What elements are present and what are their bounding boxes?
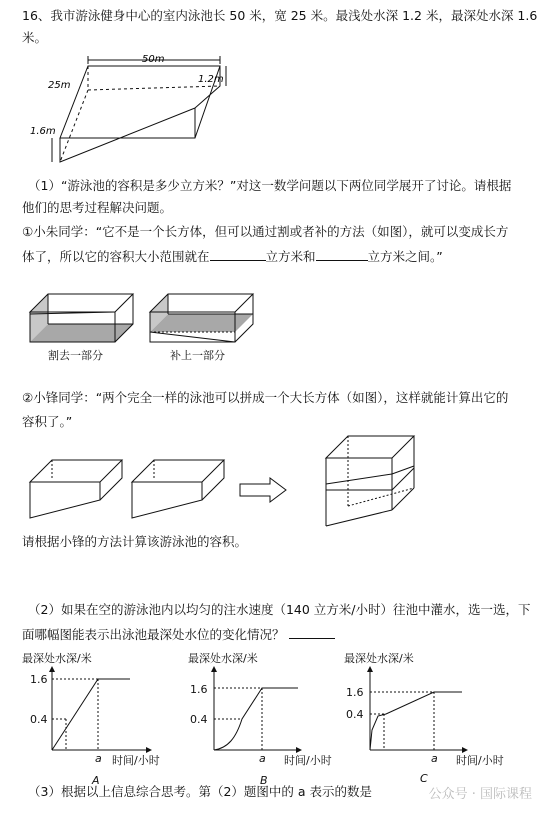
graph-a-y-hi: 1.6 [30,673,48,686]
part2-question-line-1: （2）如果在空的游泳池内以均匀的注水速度（140 立方米/小时）往池中灌水，选一选，下 [28,602,531,617]
watermark: 公众号 · 国际课程 [428,787,532,802]
feng-statement-line-2: 容积了。” [22,414,73,429]
feng-statement-line-1: ②小锋同学：“两个完全一样的泳池可以拼成一个大长方体（如图），这样就能计算出它的 [22,390,509,405]
zhu-text-b: 立方米和 [265,249,316,264]
graph-a-ylabel: 最深处水深/米 [22,652,92,665]
zhu-text-a: 体了，所以它的容积大小范围就在 [22,249,210,264]
graph-b-caption: B [260,774,268,787]
caption-fill: 补上一部分 [170,349,225,362]
graph-c-y-hi: 1.6 [346,686,364,699]
graph-c-y-lo: 0.4 [346,708,364,721]
zhu-statement-line-1: ①小朱同学：“它不是一个长方体，但可以通过割或者补的方法（如图），就可以变成长方 [22,224,509,239]
part3-question: （3）根据以上信息综合思考。第（2）题图中的 a 表示的数是 [28,784,373,799]
graph-c-caption: C [420,772,428,785]
graph-b-xmark: a [259,752,266,765]
graph-c-ylabel: 最深处水深/米 [344,652,414,665]
graph-a [22,651,160,787]
graph-a-xlabel: 时间/小时 [112,754,160,767]
caption-cut: 割去一部分 [48,349,103,362]
zhu-text-c: 立方米之间。” [367,249,443,264]
graph-c-xlabel: 时间/小时 [456,754,504,767]
length-label: 50m [142,54,165,65]
part1-instruction: 请根据小锋的方法计算该游泳池的容积。 [22,534,248,549]
part1-question-line-2: 他们的思考过程解决问题。 [22,200,173,215]
problem-line-1: 16、我市游泳健身中心的室内泳池长 50 米，宽 25 米。最浅处水深 1.2 米，最深处水深 1.6 [22,8,538,23]
width-label: 25m [48,80,71,91]
graph-b-ylabel: 最深处水深/米 [188,652,258,665]
graph-a-y-lo: 0.4 [30,713,48,726]
part1-question-line-1: （1）“游泳池的容积是多少立方米？”对这一数学问题以下两位同学展开了讨论。请根据 [28,178,512,193]
graph-a-xmark: a [95,752,102,765]
graph-c [344,651,504,785]
problem-line-2: 米。 [22,30,48,45]
graph-b-xlabel: 时间/小时 [284,754,332,767]
graph-b-y-hi: 1.6 [190,683,208,696]
graph-b [188,651,332,787]
deep-depth-label: 1.6m [30,126,56,137]
graph-a-caption: A [92,774,100,787]
graph-b-y-lo: 0.4 [190,713,208,726]
graph-c-xmark: a [431,752,438,765]
shallow-depth-label: 1.2m [198,74,224,85]
part2-question-text: 面哪幅图能表示出泳池最深处水位的变化情况？ [22,627,285,642]
